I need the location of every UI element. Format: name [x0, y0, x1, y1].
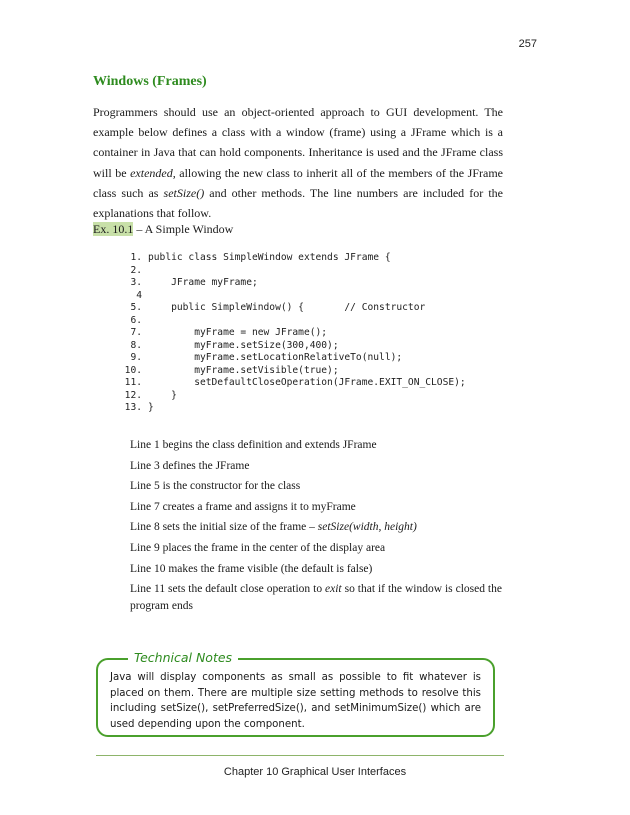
- code-line-text: public SimpleWindow() { // Constructor: [148, 302, 426, 313]
- page-number: 257: [518, 38, 537, 50]
- code-line-number: 5.: [130, 302, 142, 313]
- code-line-number: 13.: [124, 402, 142, 413]
- code-line-text: }: [148, 402, 154, 413]
- intro-emphasis-extended: extended,: [130, 165, 176, 180]
- technical-notes-title: Technical Notes: [128, 650, 238, 666]
- code-line-text: myFrame = new JFrame();: [148, 327, 328, 338]
- code-line-number: 11.: [124, 377, 142, 388]
- explanation-line-1: Line 1 begins the class definition and extends JFrame: [130, 439, 377, 451]
- intro-text-2: allowing the new class to inherit all of the members of the JFrame class such as: [93, 165, 503, 200]
- example-title: – A Simple Window: [133, 222, 234, 236]
- code-line-number: 4: [136, 289, 142, 301]
- technical-notes-body: Java will display components as small as possible to fit whatever is placed on them. There are multiple size setting methods to resolve this including setSize(), setPreferredSize(), and setMinimumSize() which are used depending upon the component.: [110, 672, 481, 730]
- code-line-number: 9.: [130, 352, 142, 363]
- code-line-number: 7.: [130, 327, 142, 338]
- explanation-line-3: Line 3 defines the JFrame: [130, 459, 250, 472]
- code-line-text: public class SimpleWindow extends JFrame {: [148, 252, 391, 263]
- code-line: [116, 315, 466, 328]
- code-line-number: 12.: [124, 389, 142, 401]
- example-id: Ex. 10.1: [93, 222, 134, 236]
- code-line-text: myFrame.setSize(300,400);: [148, 339, 339, 351]
- section-heading: Windows (Frames): [93, 74, 207, 89]
- code-line: [116, 352, 466, 365]
- explanation-line-11-emphasis: exit: [325, 583, 342, 596]
- explanation-line-11-text-b: so that if the window is closed the program ends: [130, 583, 502, 613]
- code-line-number: 1.: [130, 252, 142, 263]
- explanation-line-5: Line 5 is the constructor for the class: [130, 480, 301, 493]
- explanation-line-9: Line 9 places the frame in the center of the display area: [130, 541, 386, 554]
- code-line: [116, 365, 466, 378]
- intro-paragraph: [93, 102, 503, 223]
- code-line: [116, 377, 466, 390]
- code-line-number: 2.: [130, 264, 142, 276]
- code-line: [116, 302, 466, 315]
- code-line: [116, 327, 466, 340]
- footer-divider: [96, 755, 504, 756]
- explanation-line-8-text: Line 8 sets the initial size of the frame –: [130, 521, 318, 534]
- code-line-text: myFrame.setLocationRelativeTo(null);: [148, 352, 403, 363]
- explanation-line-11-text-a: Line 11 sets the default close operation to: [130, 583, 326, 596]
- code-line-number: 8.: [130, 339, 142, 351]
- explanation-line-8: [130, 519, 502, 535]
- explanation-list: [130, 437, 502, 620]
- intro-text-3: and other methods. The line numbers are included for the explanations that follow.: [93, 185, 503, 221]
- code-line-text: setDefaultCloseOperation(JFrame.EXIT_ON_CLOSE);: [148, 377, 466, 388]
- code-line: [116, 277, 466, 290]
- intro-text-1: Programmers should use an object-oriented approach to GUI development. The example below defines a class with a window (frame) using a JFrame which is a container in Java that can hold components. Inheritance is used and the JFrame class will be: [93, 105, 503, 180]
- code-line-number: 6.: [130, 314, 142, 326]
- code-line-text: }: [148, 389, 177, 401]
- code-listing: [116, 252, 466, 415]
- technical-notes-box: [96, 650, 495, 737]
- code-line-number: 10.: [124, 364, 142, 376]
- code-line: [116, 252, 466, 265]
- code-line: [116, 390, 466, 403]
- footer-chapter-title: Chapter 10 Graphical User Interfaces: [223, 766, 407, 778]
- explanation-line-7: Line 7 creates a frame and assigns it to myFrame: [130, 500, 356, 513]
- code-line-number: 3.: [130, 277, 142, 288]
- explanation-line-8-emphasis: setSize(width, height): [317, 521, 417, 534]
- code-line: [116, 265, 466, 278]
- intro-emphasis-setsize: setSize(): [163, 185, 205, 200]
- explanation-line-10: Line 10 makes the frame visible (the default is false): [130, 562, 373, 575]
- code-line: [116, 402, 466, 415]
- example-label: [93, 222, 233, 237]
- code-line-text: myFrame.setVisible(true);: [148, 364, 339, 376]
- code-line-text: JFrame myFrame;: [148, 277, 258, 288]
- code-line: [116, 290, 466, 303]
- explanation-line-11: [130, 581, 502, 615]
- code-line: [116, 340, 466, 353]
